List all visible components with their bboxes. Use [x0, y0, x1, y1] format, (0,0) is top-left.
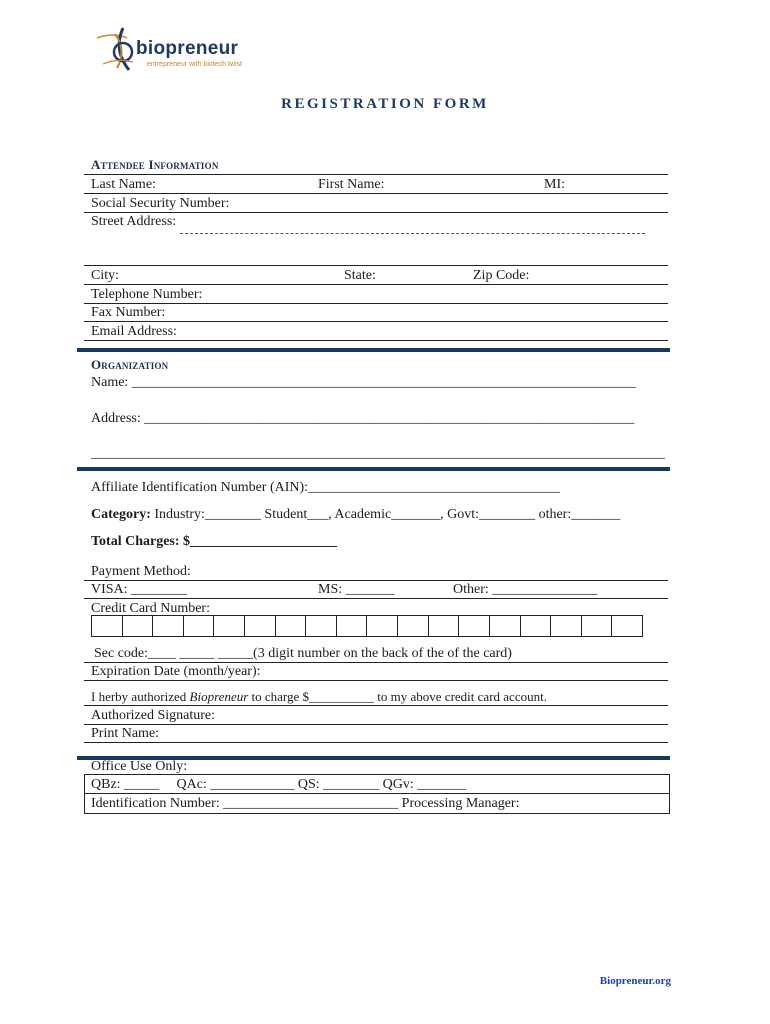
other-payment-field[interactable]: Other: _______________: [453, 582, 598, 597]
authorization-text: I herby authorized: [91, 689, 190, 704]
divider: [84, 340, 668, 341]
divider: [84, 303, 668, 304]
city-field[interactable]: City:: [91, 268, 120, 283]
credit-card-digit-cell[interactable]: [459, 616, 490, 636]
divider: [84, 662, 668, 663]
credit-card-digit-cell[interactable]: [398, 616, 429, 636]
print-name-field[interactable]: Print Name:: [91, 726, 160, 741]
biopreneur-logo-mark: [93, 24, 139, 74]
divider: [84, 705, 668, 706]
identification-number-field[interactable]: Identification Number: _________________________ Processing Manager:: [91, 796, 520, 811]
organization-heading: Organization: [91, 357, 169, 372]
form-title: REGISTRATION FORM: [281, 96, 489, 112]
divider: [84, 793, 670, 794]
divider: [84, 742, 668, 743]
credit-card-digit-cell[interactable]: [214, 616, 245, 636]
office-use-heading: Office Use Only:: [91, 759, 188, 774]
expiration-date-field[interactable]: Expiration Date (month/year):: [91, 664, 261, 679]
organization-name-field[interactable]: Name: ________________________________________________________________________: [91, 375, 636, 390]
last-name-field[interactable]: Last Name:: [91, 177, 156, 192]
authorization-amount[interactable]: to charge $__________ to my above credit card account.: [248, 689, 547, 704]
organization-address-field[interactable]: Address: ______________________________________________________________________: [91, 411, 635, 426]
category-options[interactable]: Industry:________ Student___, Academic_______, Govt:________ other:_______: [150, 507, 621, 522]
credit-card-digit-cell[interactable]: [153, 616, 184, 636]
credit-card-digit-cell[interactable]: [184, 616, 215, 636]
credit-card-digit-cell[interactable]: [490, 616, 521, 636]
divider: [84, 284, 668, 285]
divider: [84, 598, 668, 599]
credit-card-digit-cell[interactable]: [582, 616, 613, 636]
credit-card-digit-cell[interactable]: [123, 616, 154, 636]
credit-card-digit-cell[interactable]: [337, 616, 368, 636]
logo-tagline: entrepreneur with biotech twist: [147, 61, 242, 68]
category-label: Category:: [91, 507, 151, 522]
credit-card-number-boxes[interactable]: [91, 615, 643, 637]
divider: [84, 321, 668, 322]
telephone-field[interactable]: Telephone Number:: [91, 287, 203, 302]
attendee-heading: Attendee Information: [91, 157, 219, 172]
state-field[interactable]: State:: [344, 268, 376, 283]
ain-field[interactable]: Affiliate Identification Number (AIN):____________________________________: [91, 480, 561, 495]
credit-card-digit-cell[interactable]: [612, 616, 642, 636]
credit-card-digit-cell[interactable]: [429, 616, 460, 636]
sec-code-field[interactable]: Sec code:____ _____ _____(3 digit number on the back of the of the card): [94, 646, 512, 661]
street-address-line: [180, 233, 645, 234]
credit-card-digit-cell[interactable]: [367, 616, 398, 636]
divider: [84, 193, 668, 194]
ms-field[interactable]: MS: _______: [318, 582, 395, 597]
authorized-signature-field[interactable]: Authorized Signature:: [91, 708, 216, 723]
logo-wordmark: biopreneur: [136, 38, 239, 59]
email-field[interactable]: Email Address:: [91, 324, 177, 339]
organization-address-line2[interactable]: __________________________________________________________________________________: [91, 446, 665, 461]
first-name-field[interactable]: First Name:: [318, 177, 385, 192]
authorization-company: Biopreneur: [189, 689, 249, 704]
zip-code-field[interactable]: Zip Code:: [473, 268, 530, 283]
mi-field[interactable]: MI:: [544, 177, 565, 192]
footer-website-link[interactable]: Biopreneur.org: [599, 975, 671, 987]
credit-card-digit-cell[interactable]: [276, 616, 307, 636]
divider: [84, 580, 668, 581]
visa-field[interactable]: VISA: ________: [91, 582, 188, 597]
section-divider: [77, 467, 670, 471]
payment-method-label: Payment Method:: [91, 564, 191, 579]
category-row[interactable]: [91, 507, 620, 523]
total-charges-field[interactable]: Total Charges: $_____________________: [91, 534, 338, 549]
office-codes-field[interactable]: QBz: _____ QAc: ____________ QS: ________ QGv: _______: [91, 777, 467, 792]
credit-card-digit-cell[interactable]: [245, 616, 276, 636]
credit-card-digit-cell[interactable]: [306, 616, 337, 636]
credit-card-digit-cell[interactable]: [521, 616, 552, 636]
divider: [84, 265, 668, 266]
fax-field[interactable]: Fax Number:: [91, 305, 166, 320]
divider: [84, 680, 668, 681]
credit-card-digit-cell[interactable]: [92, 616, 123, 636]
authorization-statement[interactable]: [91, 689, 547, 705]
street-address-field[interactable]: Street Address:: [91, 214, 177, 229]
ssn-field[interactable]: Social Security Number:: [91, 196, 230, 211]
divider: [84, 724, 668, 725]
section-divider: [77, 348, 670, 352]
divider: [84, 212, 668, 213]
credit-card-label: Credit Card Number:: [91, 601, 210, 616]
credit-card-digit-cell[interactable]: [551, 616, 582, 636]
divider: [84, 174, 668, 175]
